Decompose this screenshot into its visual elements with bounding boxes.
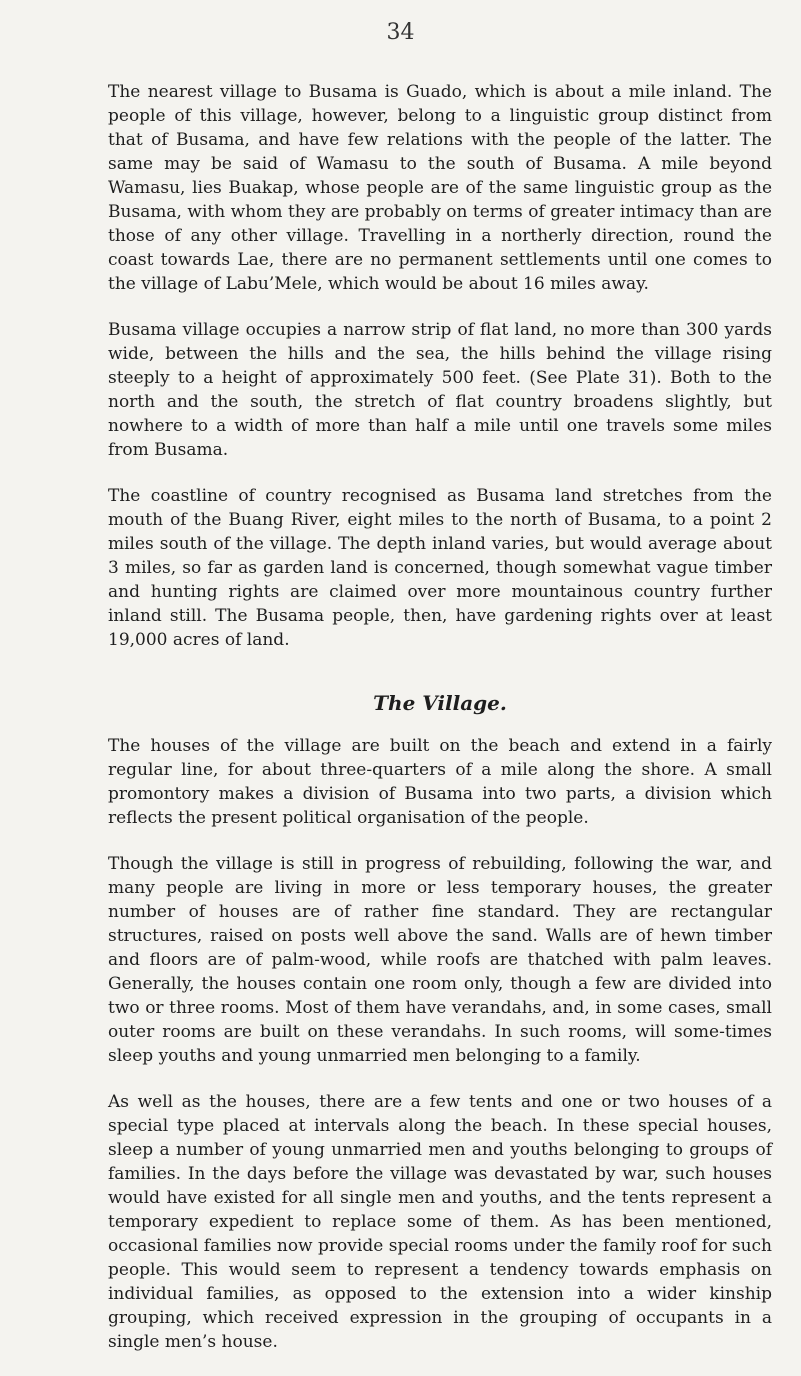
page-number: 34	[386, 20, 415, 45]
paragraph-houses: Though the village is still in progress of rebuilding, following the war, and many people are living in more or less temporary houses, the greater number of houses are of rather fine standard. They are rectangular structures, raised on posts well above the sand. Walls are of hewn timber and floors are of palm-wood, while roofs are thatched with palm leaves. Generally, the houses contain one room only, though a few are divided into two or three rooms. Most of them have verandahs, and, in some cases, small outer rooms are built on these verandahs. In such rooms, will some-times sleep youths and young unmarried men belonging to a family.	[108, 854, 772, 1066]
paragraph-village-location: Busama village occupies a narrow strip of flat land, no more than 300 yards wide, between the hills and the sea, the hills behind the village rising steeply to a height of approximately 500 feet. (See Plate 31). Both to the north and the south, the stretch of flat country broadens slightly, but nowhere to a width of more than half a mile until one travels some miles from Busama.	[108, 320, 772, 460]
paragraph-busama-land: The coastline of country recognised as Busama land stretches from the mouth of the Buang River, eight miles to the north of Busama, to a point 2 miles south of the village. The depth inland varies, but would average about 3 miles, so far as garden land is concerned, though somewhat vague timber and hunting rights are claimed over more mountainous country further inland still. The Busama people, then, have gardening rights over at least 19,000 acres of land.	[108, 486, 772, 650]
paragraph-neighbouring-villages: The nearest village to Busama is Guado, which is about a mile inland. The people of this village, however, belong to a linguistic group distinct from that of Busama, and have few relations with the people of the latter. The same may be said of Wamasu to the south of Busama. A mile beyond Wamasu, lies Buakap, whose people are of the same linguistic group as the Busama, with whom they are probably on terms of greater intimacy than are those of any other village. Travelling in a northerly direction, round the coast towards Lae, there are no permanent settlements until one comes to the village of Labu’Mele, which would be about 16 miles away.	[108, 82, 772, 294]
page-body	[108, 80, 772, 1376]
paragraph-village-layout: The houses of the village are built on the beach and extend in a fairly regular line, for about three-quarters of a mile along the shore. A small promontory makes a division of Busama into two parts, a division which reflects the present political organisation of the people.	[108, 736, 772, 828]
paragraph-special-houses: As well as the houses, there are a few tents and one or two houses of a special type placed at intervals along the beach. In these special houses, sleep a number of young unmarried men and youths belonging to groups of families. In the days before the village was devastated by war, such houses would have existed for all single men and youths, and the tents represent a temporary expedient to replace some of them. As has been mentioned, occasional families now provide special rooms under the family roof for such people. This would seem to represent a tendency towards emphasis on individual families, as opposed to the extension into a wider kinship grouping, which received expression in the grouping of occupants in a single men’s house.	[108, 1092, 772, 1352]
section-heading: The Village.	[373, 691, 507, 715]
